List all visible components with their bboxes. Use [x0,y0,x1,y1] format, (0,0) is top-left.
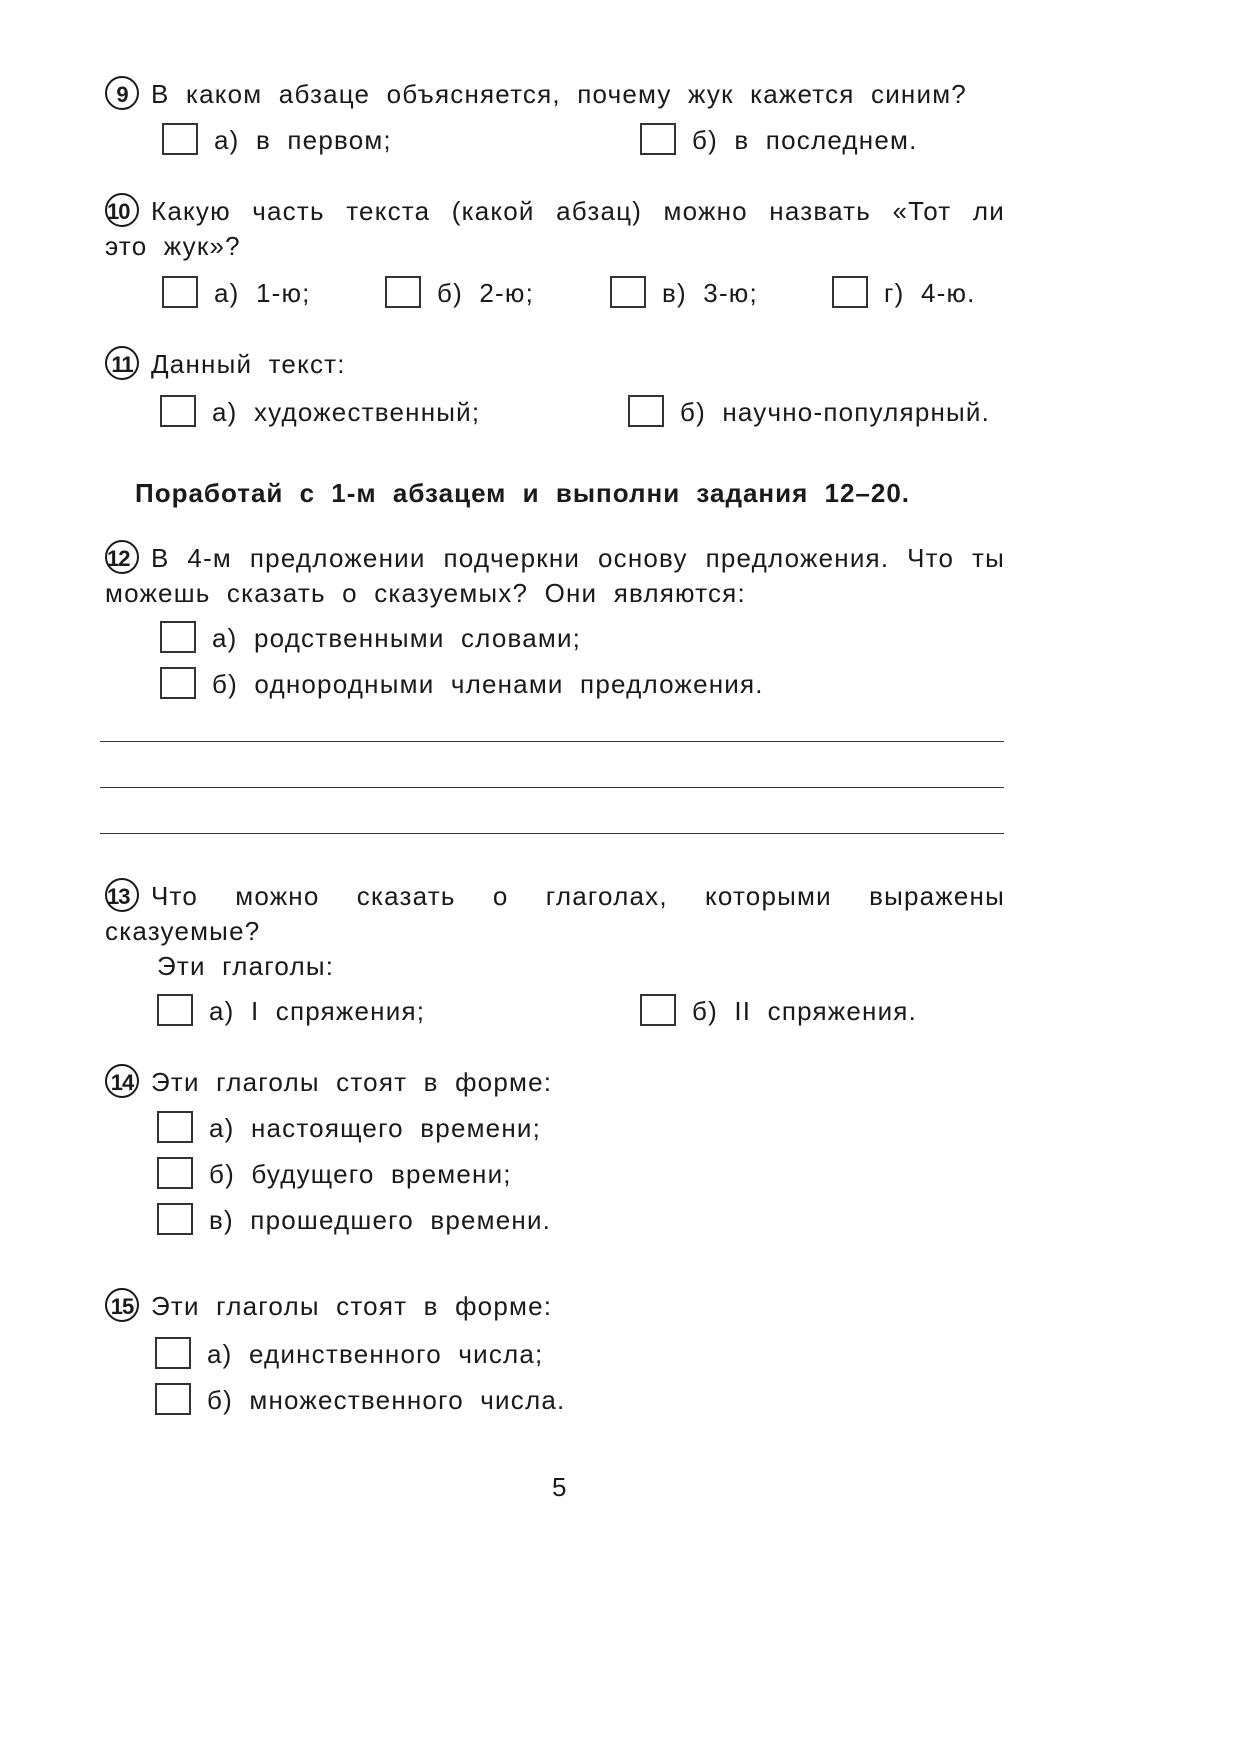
task-10-question: 10 Какую часть текста (какой абзац) можно назвать «Тот ли это жук»? [105,195,1005,263]
task-14-question: 14 Эти глаголы стоят в форме: [105,1066,1005,1101]
task-10-option-d[interactable]: г) 4-ю. [832,275,976,311]
answer-checkbox[interactable] [628,395,664,427]
task-9-option-a[interactable]: а) в первом; [162,122,392,158]
task-number: 12 [105,540,139,574]
task-15-question: 15 Эти глаголы стоят в форме: [105,1290,1005,1325]
answer-checkbox[interactable] [160,621,196,653]
task-11-option-b[interactable]: б) научно-популярный. [628,394,990,430]
task-14-option-a[interactable]: а) настоящего времени; [157,1110,541,1146]
task-number: 10 [105,193,139,227]
task-13-option-a[interactable]: а) I спряжения; [157,993,425,1029]
task-10-option-a[interactable]: а) 1-ю; [162,275,311,311]
answer-checkbox[interactable] [157,1203,193,1235]
answer-checkbox[interactable] [832,276,868,308]
answer-line[interactable] [100,787,1004,788]
task-number: 9 [105,76,139,110]
task-13-question: 13 Что можно сказать о глаголах, которыми выражены сказуемые? [105,880,1005,948]
answer-checkbox[interactable] [160,667,196,699]
task-12-question: 12 В 4-м предложении подчеркни основу предложения. Что ты можешь сказать о сказуемых? Они являются: [105,542,1005,610]
task-10-option-b[interactable]: б) 2-ю; [385,275,534,311]
task-14-option-c[interactable]: в) прошедшего времени. [157,1202,551,1238]
task-15-option-b[interactable]: б) множественного числа. [155,1382,565,1418]
task-14-option-b[interactable]: б) будущего времени; [157,1156,512,1192]
answer-checkbox[interactable] [610,276,646,308]
task-9-option-b[interactable]: б) в последнем. [640,122,918,158]
answer-checkbox[interactable] [155,1337,191,1369]
section-heading: Поработай с 1-м абзацем и выполни задания 12–20. [135,478,911,508]
answer-line[interactable] [100,741,1004,742]
answer-checkbox[interactable] [157,1157,193,1189]
answer-line[interactable] [100,833,1004,834]
task-12-option-a[interactable]: а) родственными словами; [160,620,581,656]
answer-checkbox[interactable] [385,276,421,308]
task-number: 13 [105,878,139,912]
task-11-question: 11 Данный текст: [105,348,1005,383]
task-10-option-c[interactable]: в) 3-ю; [610,275,758,311]
answer-checkbox[interactable] [640,123,676,155]
answer-checkbox[interactable] [162,123,198,155]
answer-checkbox[interactable] [160,395,196,427]
task-11-option-a[interactable]: а) художественный; [160,394,480,430]
task-number: 14 [105,1064,139,1098]
answer-checkbox[interactable] [157,1111,193,1143]
answer-checkbox[interactable] [640,994,676,1026]
answer-checkbox[interactable] [155,1383,191,1415]
answer-checkbox[interactable] [157,994,193,1026]
page-number: 5 [552,1472,567,1502]
task-number: 11 [105,346,139,380]
task-13-option-b[interactable]: б) II спряжения. [640,993,917,1029]
task-12-option-b[interactable]: б) однородными членами предложения. [160,666,764,702]
task-number: 15 [105,1288,139,1322]
task-13-subquestion: Эти глаголы: [157,951,335,981]
task-9-question: 9 В каком абзаце объясняется, почему жук кажется синим? [105,78,1005,113]
task-15-option-a[interactable]: а) единственного числа; [155,1336,543,1372]
answer-checkbox[interactable] [162,276,198,308]
